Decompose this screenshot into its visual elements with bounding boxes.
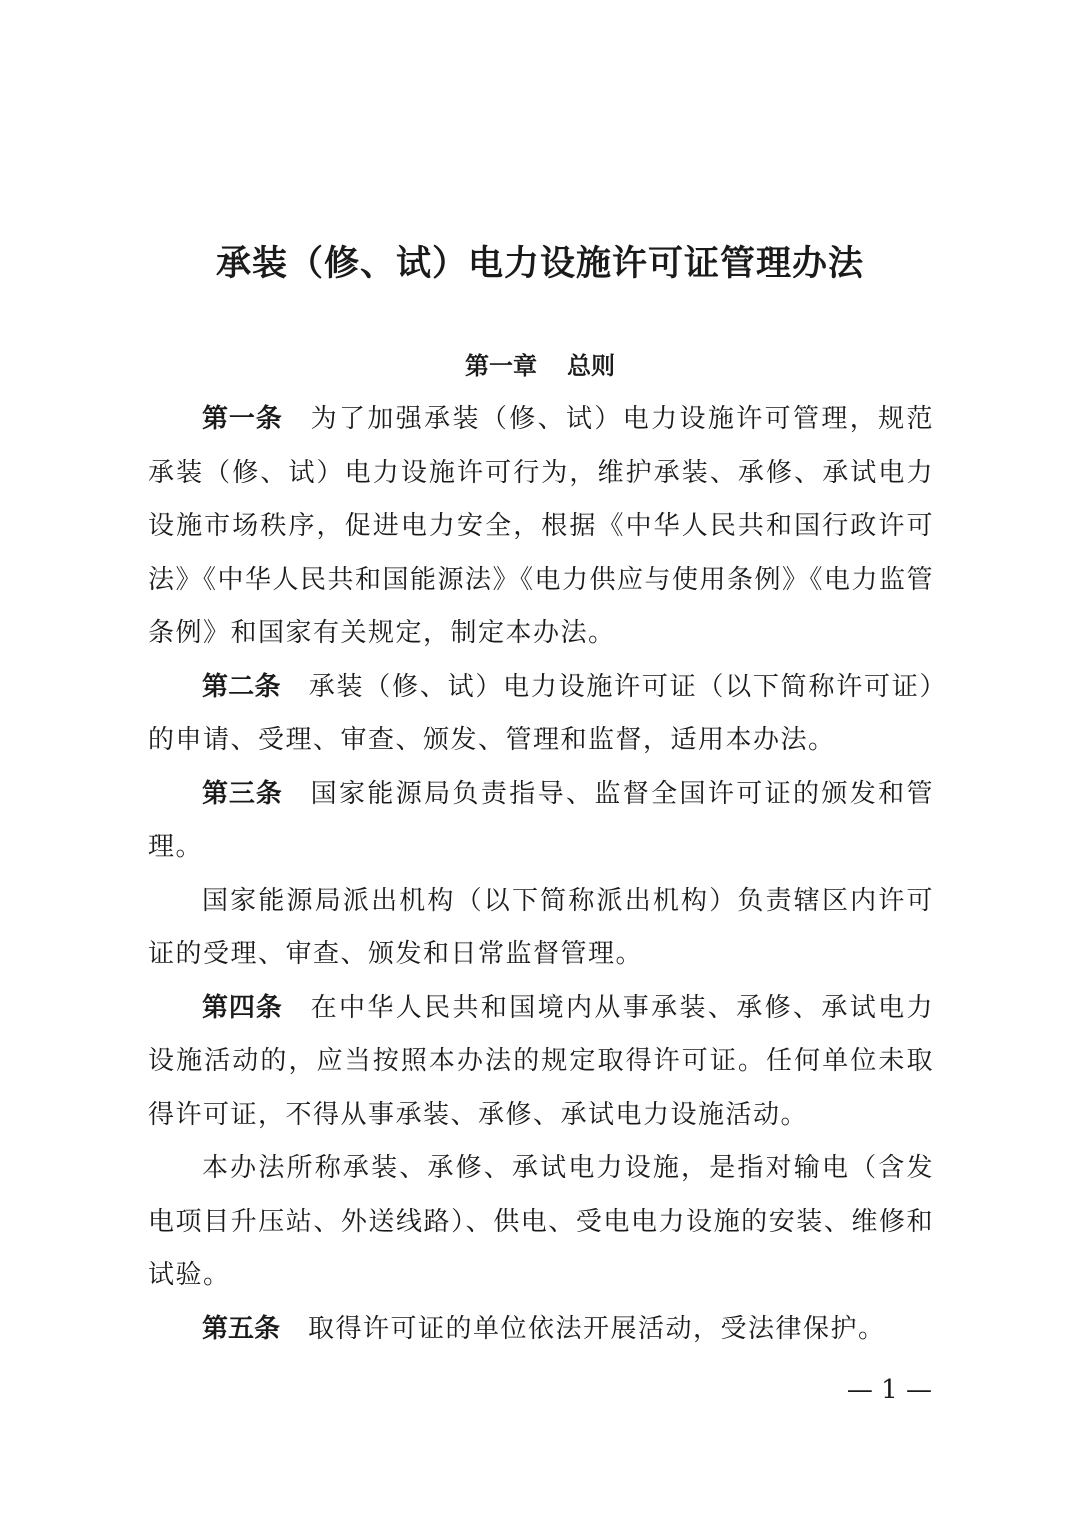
chapter-heading	[0, 346, 1080, 386]
article-paragraph	[148, 768, 934, 875]
article-number: 第三条	[202, 778, 283, 809]
article-text: 取得许可证的单位依法开展活动，受法律保护。	[308, 1313, 886, 1344]
continuation-paragraph	[148, 1142, 934, 1303]
chapter-number: 第一章	[465, 352, 537, 380]
article-number: 第五条	[202, 1313, 281, 1344]
article-text: 承装（修、试）电力设施许可证（以下简称许可证）的申请、受理、审查、颁发、管理和监督，适用本办法。	[148, 671, 934, 755]
paragraph-text: 国家能源局派出机构（以下简称派出机构）负责辖区内许可证的受理、审查、颁发和日常监督管理。	[148, 885, 934, 969]
article-text: 为了加强承装（修、试）电力设施许可管理，规范承装（修、试）电力设施许可行为，维护承装、承修、承试电力设施市场秩序，促进电力安全，根据《中华人民共和国行政许可法》《中华人民共和国能源法》《电力供应与使用条例》《电力监管条例》和国家有关规定，制定本办法。	[148, 404, 935, 648]
article-number: 第四条	[202, 992, 283, 1023]
document-body	[148, 393, 934, 1356]
article-paragraph	[148, 1303, 934, 1357]
article-text: 在中华人民共和国境内从事承装、承修、承试电力设施活动的，应当按照本办法的规定取得许可证。任何单位未取得许可证，不得从事承装、承修、承试电力设施活动。	[148, 992, 934, 1130]
continuation-paragraph	[148, 875, 934, 982]
article-paragraph	[148, 661, 934, 768]
document-title: 承装（修、试）电力设施许可证管理办法	[215, 244, 864, 284]
article-number: 第二条	[202, 671, 281, 702]
article-paragraph	[148, 982, 934, 1143]
paragraph-text: 本办法所称承装、承修、承试电力设施，是指对输电（含发电项目升压站、外送线路）、供电、受电电力设施的安装、维修和试验。	[148, 1153, 934, 1290]
article-paragraph	[148, 393, 934, 661]
article-text: 国家能源局负责指导、监督全国许可证的颁发和管理。	[148, 778, 934, 862]
chapter-name: 总则	[567, 352, 615, 380]
page-number: — 1 —	[846, 1375, 932, 1405]
article-number: 第一条	[202, 404, 283, 434]
